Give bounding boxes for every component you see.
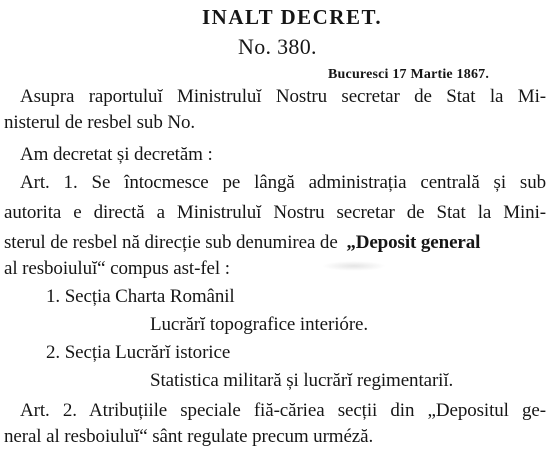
section-title: 1. Secția Charta Românil	[46, 286, 235, 307]
section-item: Lucrărĭ topografice interióre.	[150, 314, 369, 335]
decree-title: INALT DECRET.	[202, 5, 383, 29]
paragraph-line: Asupra raportuluĭ Ministruluĭ Nostru secretar de Stat la Mi-	[20, 86, 546, 107]
paragraph-line: Am decretat și decretăm :	[20, 144, 213, 165]
article-line: Art. 1. Se întocmesce pe lângă administrația centrală și sub	[20, 172, 546, 193]
article-line: al resboiuluĭ“ compus ast-fel :	[4, 258, 230, 279]
section-title: 2. Secția Lucrărĭ istorice	[46, 342, 231, 363]
decree-number: No. 380.	[238, 34, 317, 59]
article-line: Art. 2. Atribuțiile speciale fiă-căriea secții din „Depositul ge-	[20, 400, 546, 421]
paragraph-line: nisterul de resbel sub No.	[4, 112, 196, 133]
article-line: neral al resboiuluĭ“ sânt regulate precum urméză.	[4, 426, 374, 447]
decree-dateline: Bucuresci 17 Martie 1867.	[328, 67, 490, 82]
deposit-name: „Deposit general	[346, 232, 481, 253]
article-text: sterul de resbel nă direcție sub denumirea de	[4, 232, 338, 253]
ink-smudge	[322, 261, 386, 271]
article-line	[4, 232, 480, 254]
article-line: autorita e directă a Ministruluĭ Nostru secretar de Stat la Mini-	[4, 202, 546, 223]
section-item: Statistica militară și lucrărĭ regimentariĭ.	[150, 370, 454, 391]
